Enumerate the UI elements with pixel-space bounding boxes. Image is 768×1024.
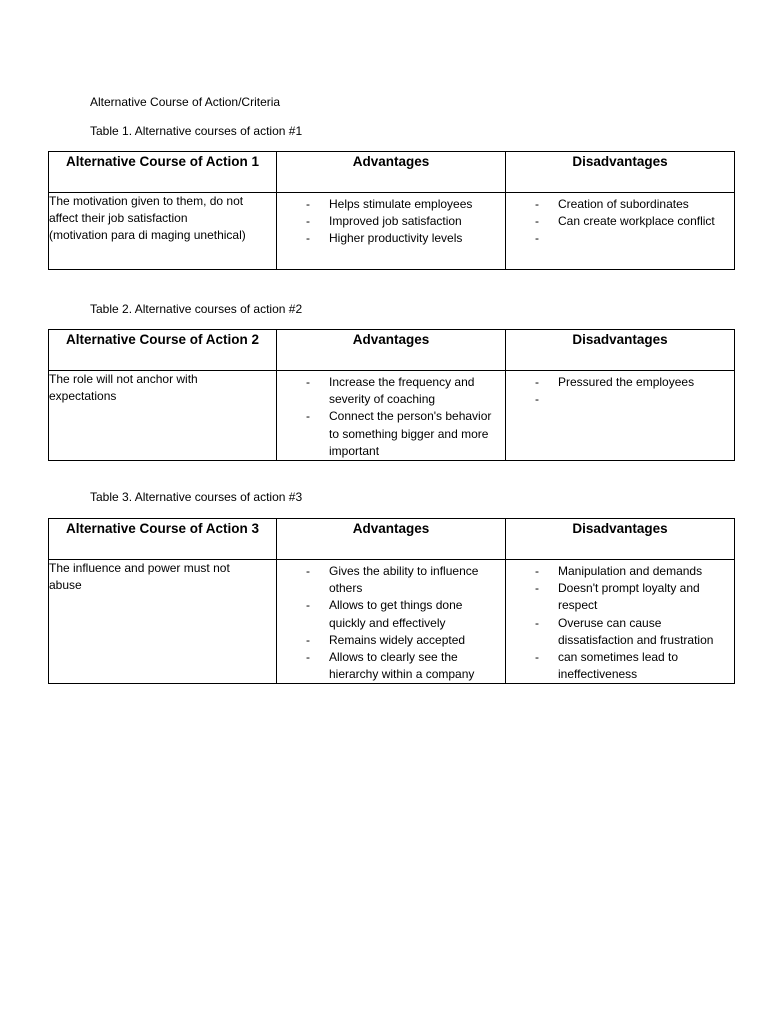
list-item: - Gives the ability to influence others xyxy=(306,563,501,597)
list-item: - Doesn't prompt loyalty and respect xyxy=(535,580,730,614)
advantages-list xyxy=(277,193,505,248)
list-item: - can sometimes lead to ineffectiveness xyxy=(535,649,730,683)
list-item: - Higher productivity levels xyxy=(306,230,501,247)
disadvantages-list xyxy=(506,371,734,408)
action-cell xyxy=(49,193,277,270)
disadvantages-cell xyxy=(506,560,735,684)
list-item: - Allows to get things done quickly and effectively xyxy=(306,597,501,631)
table-1-caption: Table 1. Alternative courses of action #1 xyxy=(90,124,303,138)
advantages-cell xyxy=(277,193,506,270)
list-item: - Creation of subordinates xyxy=(535,196,730,213)
document-title: Alternative Course of Action/Criteria xyxy=(90,95,281,109)
table-1 xyxy=(48,151,735,270)
table-2 xyxy=(48,329,735,461)
list-item: - Can create workplace conflict xyxy=(535,213,730,230)
table-header-row xyxy=(49,152,735,193)
table-header-row xyxy=(49,519,735,560)
list-item: - Remains widely accepted xyxy=(306,632,501,649)
table-row xyxy=(49,193,735,270)
header-action: Alternative Course of Action 2 xyxy=(49,330,277,371)
table-header-row xyxy=(49,330,735,371)
action-line: The motivation given to them, do not xyxy=(49,194,244,208)
list-item: - Improved job satisfaction xyxy=(306,213,501,230)
table-row xyxy=(49,560,735,684)
list-item: - Pressured the employees xyxy=(535,374,730,391)
header-disadvantages: Disadvantages xyxy=(506,152,735,193)
list-item: - Helps stimulate employees xyxy=(306,196,501,213)
advantages-list xyxy=(277,371,505,460)
list-item: - Connect the person's behavior to something bigger and more important xyxy=(306,408,501,460)
action-line: The influence and power must not xyxy=(49,561,230,575)
disadvantages-list xyxy=(506,193,734,248)
action-line: (motivation para di maging unethical) xyxy=(49,228,246,242)
table-3 xyxy=(48,518,735,684)
list-item: - Manipulation and demands xyxy=(535,563,730,580)
action-line: expectations xyxy=(49,389,117,403)
disadvantages-list xyxy=(506,560,734,683)
action-cell xyxy=(49,371,277,461)
disadvantages-cell xyxy=(506,193,735,270)
header-advantages: Advantages xyxy=(277,152,506,193)
advantages-cell xyxy=(277,371,506,461)
table-2-caption: Table 2. Alternative courses of action #2 xyxy=(90,302,303,316)
header-advantages: Advantages xyxy=(277,330,506,371)
list-item: - Overuse can cause dissatisfaction and frustration xyxy=(535,615,730,649)
table-row xyxy=(49,371,735,461)
action-line: The role will not anchor with xyxy=(49,372,198,386)
table-3-caption: Table 3. Alternative courses of action #3 xyxy=(90,490,303,504)
list-item: - Increase the frequency and severity of coaching xyxy=(306,374,501,408)
list-item xyxy=(535,391,730,408)
action-line: abuse xyxy=(49,578,82,592)
header-advantages: Advantages xyxy=(277,519,506,560)
list-item xyxy=(535,230,730,247)
disadvantages-cell xyxy=(506,371,735,461)
header-disadvantages: Disadvantages xyxy=(506,330,735,371)
header-action: Alternative Course of Action 3 xyxy=(49,519,277,560)
advantages-cell xyxy=(277,560,506,684)
header-action: Alternative Course of Action 1 xyxy=(49,152,277,193)
list-item: - Allows to clearly see the hierarchy within a company xyxy=(306,649,501,683)
header-disadvantages: Disadvantages xyxy=(506,519,735,560)
action-cell xyxy=(49,560,277,684)
action-line: affect their job satisfaction xyxy=(49,211,188,225)
advantages-list xyxy=(277,560,505,683)
